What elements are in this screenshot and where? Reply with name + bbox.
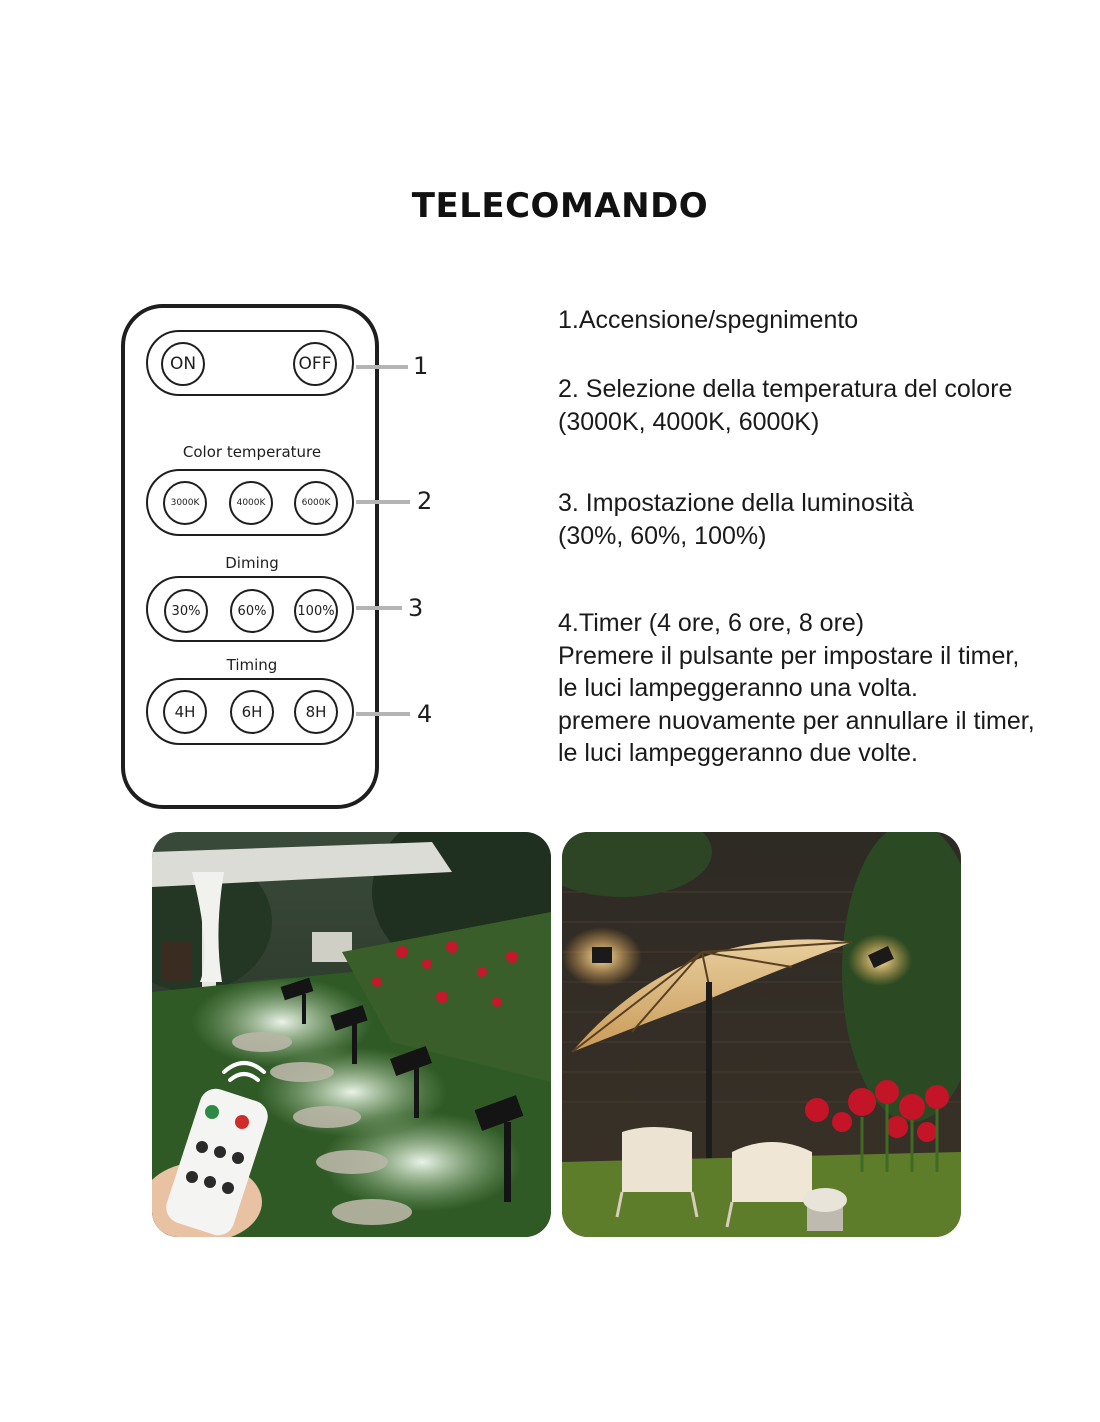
- timing-label: Timing: [226, 656, 278, 674]
- callout-line-3: [356, 606, 402, 610]
- description-1-line: 1.Accensione/spegnimento: [558, 306, 859, 334]
- callout-number-3: 3: [408, 594, 424, 622]
- description-4: [558, 607, 1035, 770]
- description-4-line: 4.Timer (4 ore, 6 ore, 8 ore): [558, 609, 865, 637]
- button-3000k: 3000K: [163, 481, 207, 525]
- button-100-percent: 100%: [294, 589, 338, 633]
- callout-line-4: [356, 712, 410, 716]
- patio-parasol-photo: [562, 832, 961, 1237]
- button-6000k: 6000K: [294, 481, 338, 525]
- description-4-line: Premere il pulsante per impostare il timer,: [558, 641, 1020, 670]
- button-30-percent: 30%: [164, 589, 208, 633]
- color-temperature-label: Color temperature: [182, 443, 322, 461]
- description-3: [558, 487, 914, 552]
- description-4-line: premere nuovamente per annullare il timer,: [558, 706, 1035, 735]
- dimming-label: Diming: [225, 554, 279, 572]
- description-2-line: 2. Selezione della temperatura del colore: [558, 375, 1013, 403]
- description-4-line: le luci lampeggeranno due volte.: [558, 739, 918, 767]
- description-1: [558, 304, 858, 337]
- page-title: TELECOMANDO: [411, 186, 709, 226]
- callout-line-1: [356, 365, 408, 369]
- callout-number-4: 4: [417, 700, 433, 728]
- description-2: [558, 373, 1012, 438]
- description-2-line: (3000K, 4000K, 6000K): [558, 407, 820, 436]
- description-4-line: le luci lampeggeranno una volta.: [558, 674, 918, 702]
- button-60-percent: 60%: [230, 589, 274, 633]
- on-button: ON: [161, 342, 205, 386]
- callout-number-2: 2: [417, 487, 433, 515]
- garden-spotlights-photo: [152, 832, 551, 1237]
- button-4000k: 4000K: [229, 481, 273, 525]
- description-3-line: 3. Impostazione della luminosità: [558, 489, 914, 517]
- callout-line-2: [356, 500, 410, 504]
- button-8h: 8H: [294, 690, 338, 734]
- button-6h: 6H: [230, 690, 274, 734]
- callout-number-1: 1: [413, 352, 429, 380]
- description-3-line: (30%, 60%, 100%): [558, 521, 767, 550]
- off-button: OFF: [293, 342, 337, 386]
- button-4h: 4H: [163, 690, 207, 734]
